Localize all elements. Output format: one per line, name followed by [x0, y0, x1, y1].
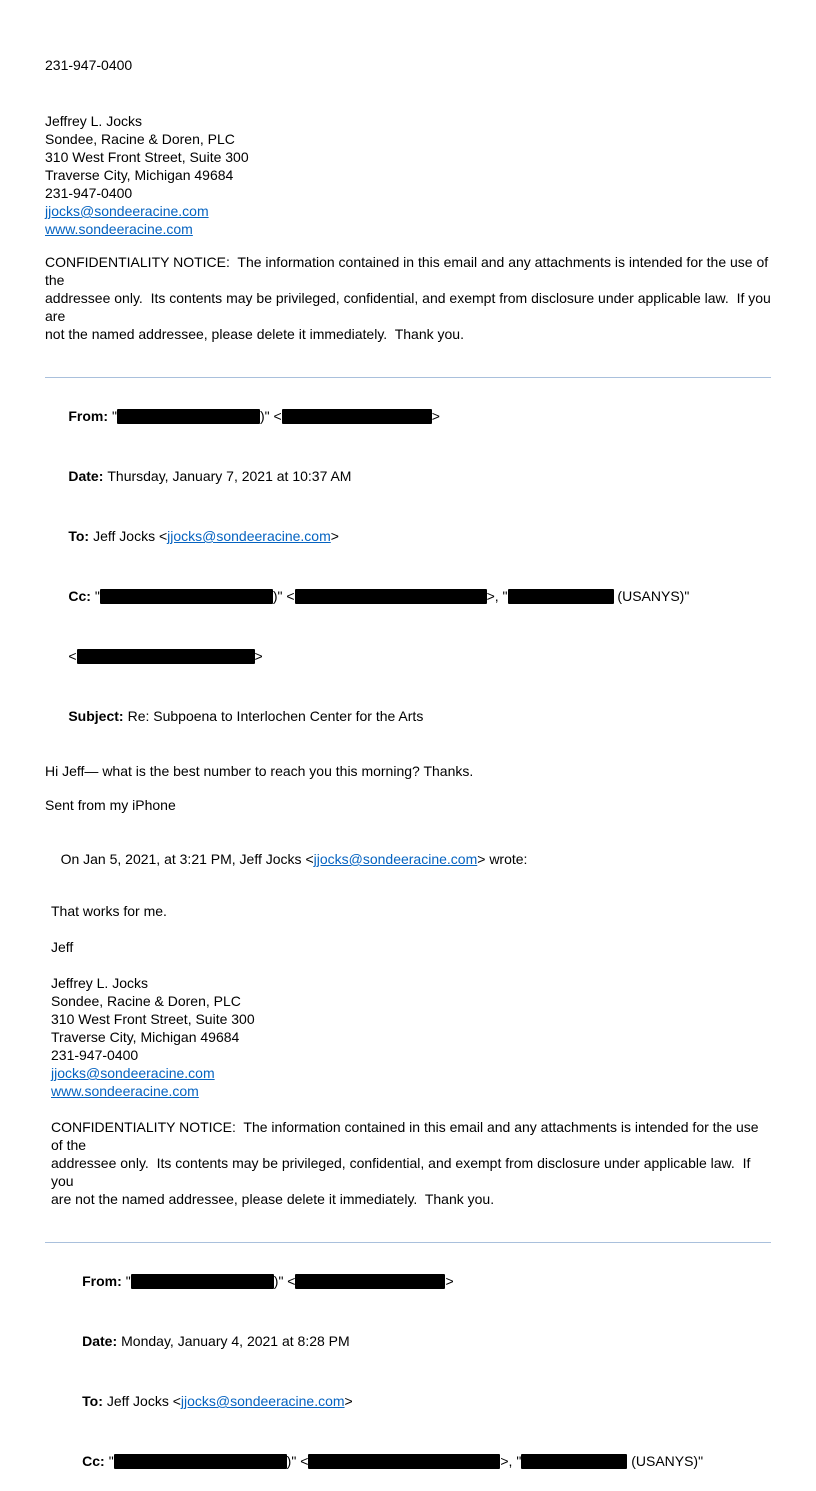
cc-line	[51, 1431, 771, 1491]
quote-intro-email-link[interactable]: jjocks@sondeeracine.com	[313, 851, 478, 867]
from-close-frag: >	[431, 408, 440, 424]
signature-phone: 231-947-0400	[45, 185, 133, 201]
redacted-sender-email	[282, 409, 432, 424]
signature-website-link[interactable]: www.sondeeracine.com	[45, 221, 193, 237]
quote-intro-prefix: On Jan 5, 2021, at 3:21 PM, Jeff Jocks <	[60, 851, 314, 867]
signature-city: Traverse City, Michigan 49684	[45, 167, 234, 183]
to-name: Jeff Jocks <	[106, 1393, 181, 1409]
from-label: From:	[82, 1273, 122, 1289]
redacted-cc-name	[100, 589, 273, 604]
cc-open-quote: "	[94, 588, 100, 604]
signature-website-link[interactable]: www.sondeeracine.com	[51, 1083, 199, 1099]
subject-line	[45, 686, 771, 746]
from-mid-frag: )" <	[260, 408, 282, 424]
signature-name: Jeffrey L. Jocks	[45, 113, 143, 129]
signature-name: Jeffrey L. Jocks	[51, 975, 149, 991]
to-close-frag: >	[344, 1393, 353, 1409]
to-name: Jeff Jocks <	[93, 528, 168, 544]
header-divider	[45, 377, 771, 378]
notice-line: addressee only. Its contents may be privileged, confidential, and exempt from disclosure under applicable law. If you	[51, 1155, 755, 1189]
to-line	[51, 1371, 771, 1431]
from-label: From:	[68, 408, 109, 424]
date-value: Monday, January 4, 2021 at 8:28 PM	[121, 1333, 350, 1349]
notice-line: CONFIDENTIALITY NOTICE: The information contained in this email and any attachments is intended for the use of the	[51, 1119, 763, 1153]
date-label: Date:	[68, 468, 104, 484]
cc-line-2	[45, 626, 771, 686]
sent-from-iphone: Sent from my iPhone	[45, 797, 176, 813]
date-line	[45, 446, 771, 506]
date-line	[51, 1311, 771, 1371]
notice-line: are not the named addressee, please delete it immediately. Thank you.	[51, 1191, 495, 1207]
notice-line: addressee only. Its contents may be privileged, confidential, and exempt from disclosure under applicable law. If you are	[45, 290, 775, 324]
cc-usanys-frag: (USANYS)"	[613, 588, 690, 604]
signature-email-link[interactable]: jjocks@sondeeracine.com	[45, 203, 209, 219]
from-close-frag: >	[445, 1273, 454, 1289]
to-email-link[interactable]: jjocks@sondeeracine.com	[167, 528, 331, 544]
quoted-confidentiality-notice	[51, 1118, 771, 1208]
from-line	[51, 1251, 771, 1311]
from-open-quote: "	[112, 408, 117, 424]
date-value: Thursday, January 7, 2021 at 10:37 AM	[107, 468, 352, 484]
message-greeting: Hi Jeff— what is the best number to reach you this morning? Thanks.	[45, 763, 474, 779]
cc-label: Cc:	[68, 588, 91, 604]
redacted-cc-name	[114, 1454, 287, 1469]
header-divider-2	[45, 1242, 771, 1243]
from-line	[45, 386, 771, 446]
to-label: To:	[82, 1393, 103, 1409]
to-line	[45, 506, 771, 566]
quote-intro-line	[45, 832, 771, 886]
signature-street: 310 West Front Street, Suite 300	[51, 1011, 255, 1027]
signature-email-link[interactable]: jjocks@sondeeracine.com	[51, 1065, 215, 1081]
redacted-cc-name-2	[508, 589, 614, 604]
redacted-cc-name-2	[521, 1454, 627, 1469]
cc-sep-frag: >, "	[500, 1453, 522, 1469]
top-phone: 231-947-0400	[45, 57, 133, 73]
signature-block	[45, 112, 771, 238]
to-close-frag: >	[330, 528, 339, 544]
cc2-open-frag: <	[68, 648, 77, 664]
cc-sep-frag: >, "	[486, 588, 508, 604]
signature-city: Traverse City, Michigan 49684	[51, 1029, 240, 1045]
redacted-cc-email	[308, 1454, 500, 1469]
to-label: To:	[68, 528, 90, 544]
date-label: Date:	[82, 1333, 118, 1349]
quoted-signoff: Jeff	[51, 939, 74, 955]
subject-value: Re: Subpoena to Interlochen Center for the Arts	[127, 708, 424, 724]
cc-usanys-frag: (USANYS)"	[627, 1453, 704, 1469]
signature-phone: 231-947-0400	[51, 1047, 139, 1063]
notice-line: CONFIDENTIALITY NOTICE: The information contained in this email and any attachments is intended for the use of the	[45, 254, 773, 288]
quoted-reply: That works for me.	[51, 903, 167, 919]
redacted-sender-email	[295, 1274, 445, 1289]
redacted-sender-name	[117, 409, 260, 424]
redacted-cc-email	[295, 589, 487, 604]
signature-street: 310 West Front Street, Suite 300	[45, 149, 249, 165]
email-header-1	[45, 386, 771, 746]
confidentiality-notice	[45, 253, 775, 343]
cc-mid-frag: )" <	[286, 1453, 309, 1469]
to-email-link[interactable]: jjocks@sondeeracine.com	[180, 1393, 345, 1409]
cc-open-quote: "	[108, 1453, 114, 1469]
cc-label: Cc:	[82, 1453, 105, 1469]
redacted-sender-name	[131, 1274, 274, 1289]
quoted-signature-block	[51, 974, 771, 1100]
signature-firm: Sondee, Racine & Doren, PLC	[51, 993, 241, 1009]
from-mid-frag: )" <	[273, 1273, 296, 1289]
cc2-close-frag: >	[254, 648, 263, 664]
quote-intro-suffix: > wrote:	[477, 851, 528, 867]
redacted-cc-email-2	[77, 649, 255, 664]
quoted-email	[45, 902, 771, 1491]
email-header-2	[51, 1251, 771, 1491]
cc-mid-frag: )" <	[272, 588, 295, 604]
notice-line: not the named addressee, please delete it immediately. Thank you.	[45, 326, 464, 342]
from-open-quote: "	[125, 1273, 131, 1289]
cc-line	[45, 566, 771, 626]
subject-label: Subject:	[68, 708, 124, 724]
signature-firm: Sondee, Racine & Doren, PLC	[45, 131, 235, 147]
